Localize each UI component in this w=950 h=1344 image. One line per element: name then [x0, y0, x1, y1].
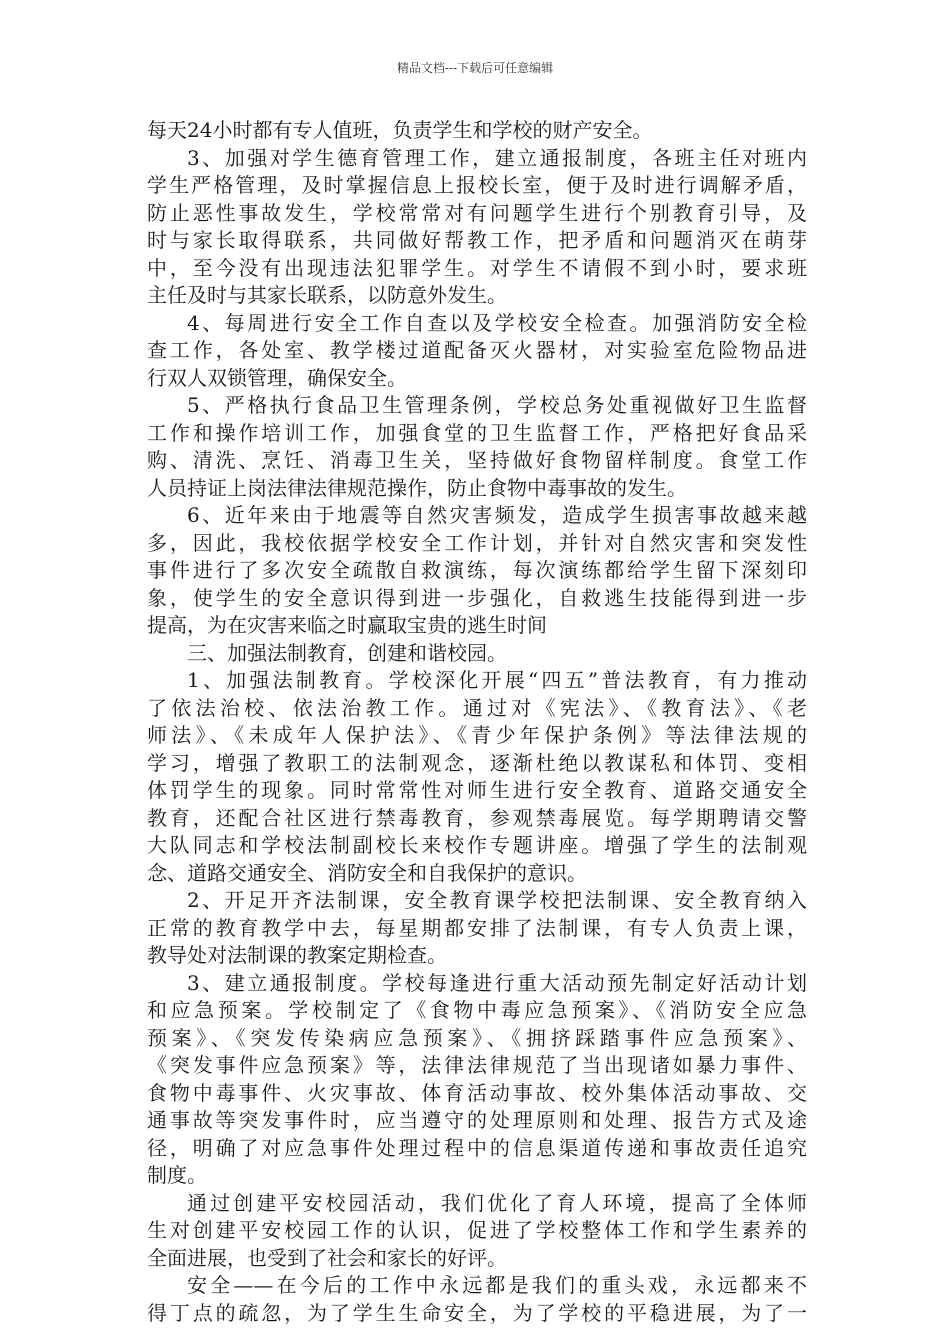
paragraph	[147, 1272, 807, 1327]
text-line: 中，至今没有出现违法犯罪学生。对学生不请假不到小时，要求班	[147, 255, 807, 280]
paragraph	[147, 1190, 807, 1273]
text-line: 生对创建平安校园工作的认识，促进了学校整体工作和学生素养的	[147, 1218, 807, 1242]
paragraph	[147, 667, 807, 887]
text-line: 教导处对法制课的教案定期检查。	[147, 943, 447, 967]
text-line: 通过创建平安校园活动，我们优化了育人环境，提高了全体师	[187, 1190, 807, 1215]
text-line: 3、加强对学生德育管理工作，建立通报制度，各班主任对班内	[187, 145, 807, 170]
text-line: 查工作，各处室、教学楼过道配备灭火器材，对实验室危险物品进	[147, 338, 807, 362]
text-line: 事件进行了多次安全疏散自救演练，每次演练都给学生留下深刻印	[147, 558, 807, 582]
text-line: 3、建立通报制度。学校每逢进行重大活动预先制定好活动计划	[187, 970, 807, 995]
document-body	[147, 117, 807, 1327]
text-line: 4、每周进行安全工作自查以及学校安全检查。加强消防安全检	[187, 310, 807, 335]
text-line: 主任及时与其家长联系，以防意外发生。	[147, 283, 507, 307]
text-line: 5、严格执行食品卫生管理条例，学校总务处重视做好卫生监督	[187, 393, 807, 417]
paragraph	[147, 640, 807, 668]
text-line: 每天24小时都有专人值班，负责学生和学校的财产安全。	[147, 118, 653, 142]
text-line: 行双人双锁管理，确保安全。	[147, 365, 407, 390]
text-line: 象，使学生的安全意识得到进一步强化，自救逃生技能得到进一步	[147, 585, 807, 610]
text-line: 购、清洗、烹饪、消毒卫生关，坚持做好食物留样制度。食堂工作	[147, 448, 807, 472]
text-line: 全面进展，也受到了社会和家长的好评。	[147, 1245, 507, 1270]
paragraph	[147, 970, 807, 1190]
text-line: 正常的教育教学中去，每星期都安排了法制课，有专人负责上课，	[147, 915, 807, 940]
text-line: 《突发事件应急预案》等，法律法律规范了当出现诸如暴力事件、	[147, 1053, 807, 1077]
text-line: 大队同志和学校法制副校长来校作专题讲座。增强了学生的法制观	[147, 833, 807, 857]
text-line: 人员持证上岗法律法律规范操作，防止食物中毒事故的发生。	[147, 475, 687, 500]
text-line: 学生严格管理，及时掌握信息上报校长室，便于及时进行调解矛盾，	[147, 173, 807, 197]
page-header: 精品文档---下载后可任意编辑	[396, 61, 554, 75]
text-line: 提高，为在灾害来临之时赢取宝贵的逃生时间	[147, 613, 547, 637]
text-line: 2、开足开齐法制课，安全教育课学校把法制课、安全教育纳入	[187, 888, 807, 912]
text-line: 防止恶性事故发生，学校常常对有问题学生进行个别教育引导，及	[147, 200, 807, 225]
text-line: 工作和操作培训工作，加强食堂的卫生监督工作，严格把好食品采	[147, 420, 807, 445]
text-line: 三、加强法制教育，创建和谐校园。	[187, 640, 507, 665]
paragraph	[147, 310, 807, 393]
text-line: 念、道路交通安全、消防安全和自我保护的意识。	[147, 860, 587, 885]
paragraph	[147, 117, 807, 145]
text-line: 通事故等突发事件时，应当遵守的处理原则和处理、报告方式及途	[147, 1108, 807, 1132]
text-line: 食物中毒事件、火灾事故、体育活动事故、校外集体活动事故、交	[147, 1080, 807, 1105]
text-line: 学习，增强了教职工的法制观念，逐渐杜绝以教谋私和体罚、变相	[147, 750, 807, 775]
text-line: 师法》、《未成年人保护法》、《青少年保护条例》等法律法规的	[147, 723, 807, 747]
text-line: 安全——在今后的工作中永远都是我们的重头戏，永远都来不	[187, 1273, 807, 1297]
paragraph	[147, 145, 807, 310]
paragraph	[147, 502, 807, 640]
text-line: 时与家长取得联系，共同做好帮教工作，把矛盾和问题消灭在萌芽	[147, 228, 807, 252]
text-line: 教育，还配合社区进行禁毒教育，参观禁毒展览。每学期聘请交警	[147, 805, 807, 830]
text-line: 6、近年来由于地震等自然灾害频发，造成学生损害事故越来越	[187, 503, 807, 527]
text-line: 1、加强法制教育。学校深化开展“四五”普法教育，有力推动	[187, 668, 807, 692]
text-line: 多，因此，我校依据学校安全工作计划，并针对自然灾害和突发性	[147, 530, 807, 555]
text-line: 径，明确了对应急事件处理过程中的信息渠道传递和事故责任追究	[147, 1135, 807, 1160]
paragraph	[147, 887, 807, 970]
text-line: 体罚学生的现象。同时常常性对师生进行安全教育、道路交通安全	[147, 778, 807, 802]
paragraph	[147, 392, 807, 502]
text-line: 和应急预案。学校制定了《食物中毒应急预案》、《消防安全应急	[147, 998, 807, 1022]
text-line: 预案》、《突发传染病应急预案》、《拥挤踩踏事件应急预案》、	[147, 1025, 807, 1050]
text-line: 了依法治校、依法治教工作。通过对《宪法》、《教育法》、《老	[147, 695, 807, 720]
text-line: 得丁点的疏忽，为了学生生命安全，为了学校的平稳进展，为了一	[147, 1300, 807, 1325]
text-line: 制度。	[147, 1163, 207, 1187]
